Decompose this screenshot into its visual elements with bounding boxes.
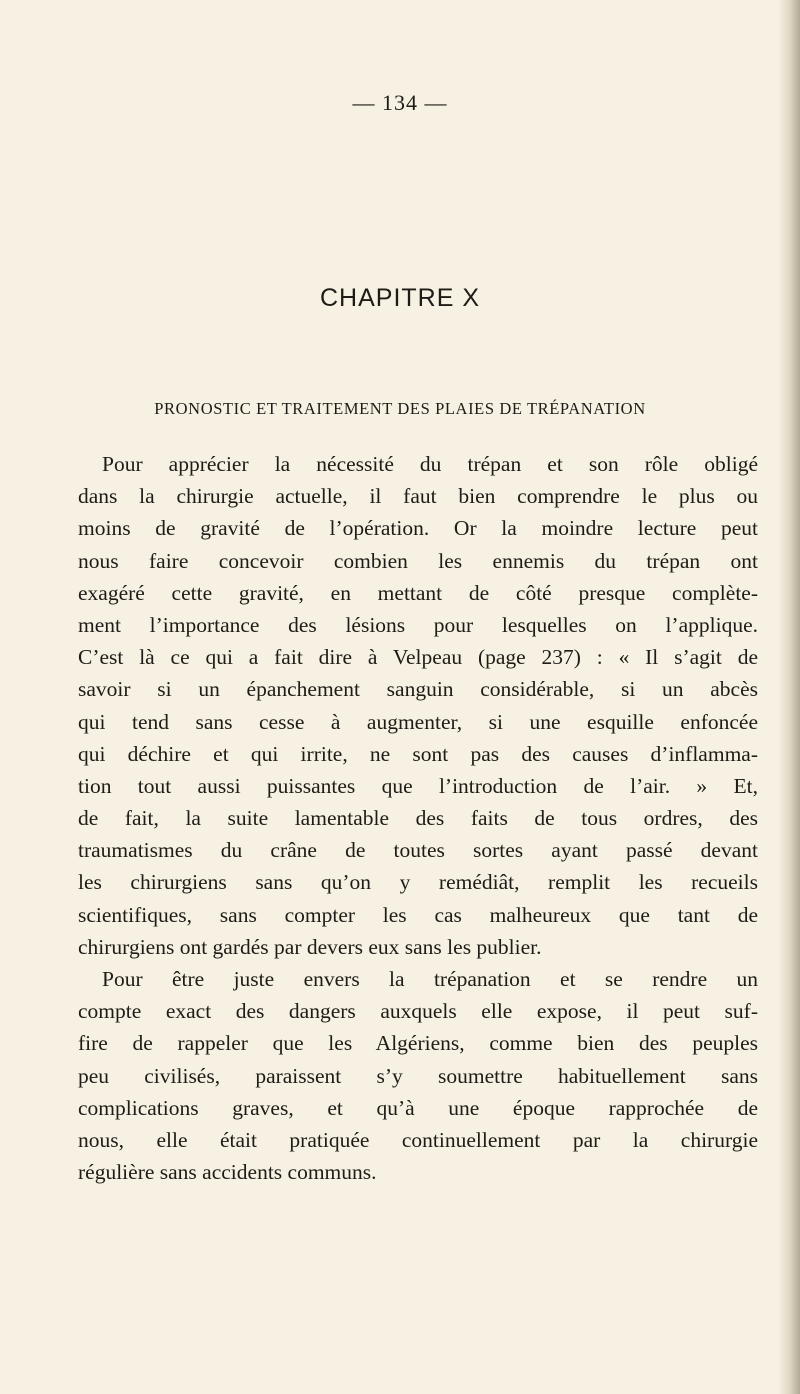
chapter-title: CHAPITRE X <box>319 284 481 312</box>
text-line: peu civilisés, paraissent s’y soumettre habituellement sans <box>78 1063 758 1088</box>
text-line: qui tend sans cesse à augmenter, si une esquille enfoncée <box>78 709 758 734</box>
text-line: qui déchire et qui irrite, ne sont pas des causes d’inflamma- <box>78 741 758 766</box>
text-line: dans la chirurgie actuelle, il faut bien comprendre le plus ou <box>78 484 758 509</box>
text-line: moins de gravité de l’opération. Or la moindre lecture peut <box>78 516 758 541</box>
text-line: de fait, la suite lamentable des faits de tous ordres, des <box>78 806 758 831</box>
text-line: C’est là ce qui a fait dire à Velpeau (page 237) : « Il s’agit de <box>78 645 758 670</box>
text-line: chirurgiens ont gardés par devers eux sans les publier. <box>78 934 542 959</box>
paragraph-2 <box>78 963 758 1188</box>
text-line: Pour apprécier la nécessité du trépan et son rôle obligé <box>102 452 758 476</box>
text-line: régulière sans accidents communs. <box>78 1160 377 1185</box>
text-line: ment l’importance des lésions pour lesquelles on l’applique. <box>78 612 758 637</box>
text-line: tion tout aussi puissantes que l’introduction de l’air. » Et, <box>78 773 758 798</box>
text-line: compte exact des dangers auxquels elle expose, il peut suf- <box>78 999 758 1024</box>
paragraph-1 <box>78 448 758 963</box>
text-line: nous, elle était pratiquée continuellement par la chirurgie <box>78 1127 758 1152</box>
text-line: traumatismes du crâne de toutes sortes ayant passé devant <box>78 838 758 863</box>
chapter-subtitle: PRONOSTIC ET TRAITEMENT DES PLAIES DE TRÉPANATION <box>154 399 646 418</box>
text-line: les chirurgiens sans qu’on y remédiât, remplit les recueils <box>78 870 758 895</box>
page-binding-shadow <box>778 0 800 1394</box>
body-text <box>78 448 758 1188</box>
text-line: nous faire concevoir combien les ennemis du trépan ont <box>78 548 758 573</box>
text-line: scientifiques, sans compter les cas malheureux que tant de <box>78 902 758 927</box>
page-number: — 134 — <box>352 90 448 115</box>
text-line: savoir si un épanchement sanguin considérable, si un abcès <box>78 677 758 702</box>
text-line: fire de rappeler que les Algériens, comme bien des peuples <box>78 1031 758 1056</box>
text-line: Pour être juste envers la trépanation et se rendre un <box>102 967 758 991</box>
text-line: exagéré cette gravité, en mettant de côté presque complète- <box>78 580 758 605</box>
text-line: complications graves, et qu’à une époque rapprochée de <box>78 1095 758 1120</box>
